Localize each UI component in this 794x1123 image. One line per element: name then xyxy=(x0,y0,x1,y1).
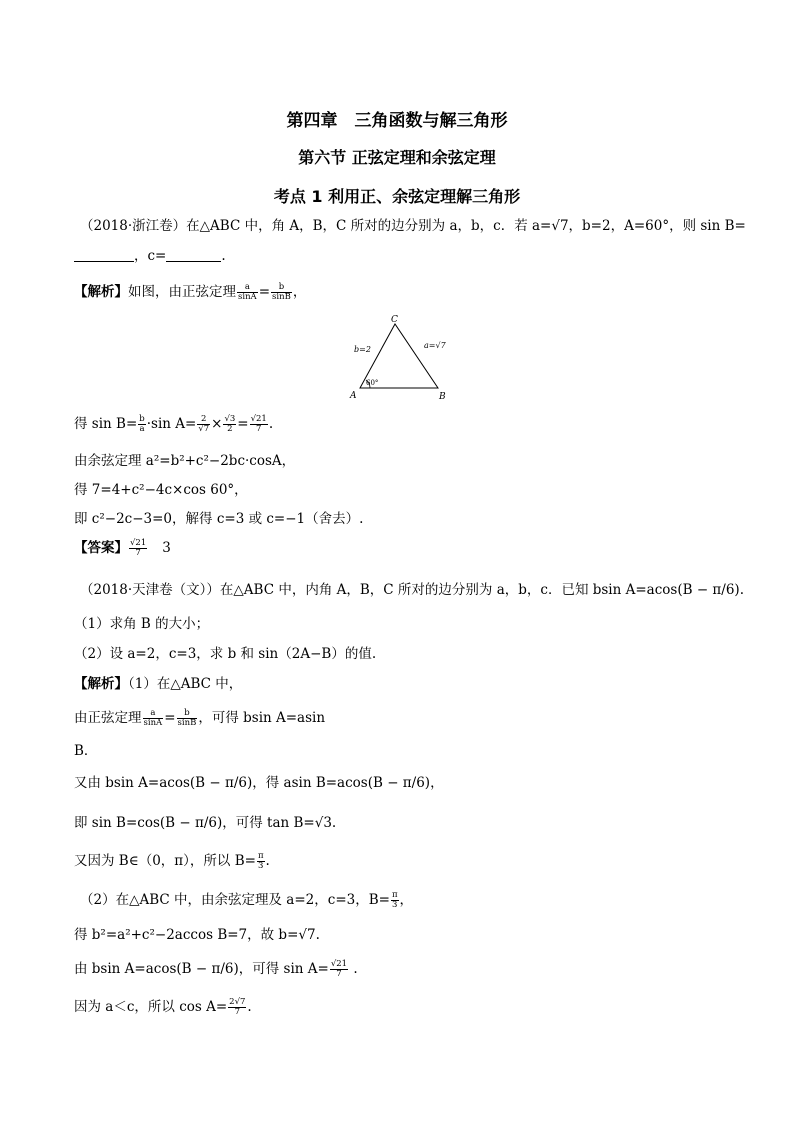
problem1-step4: 即 c²−2c−3=0，解得 c=3 或 c=−1（舍去）. xyxy=(74,511,364,527)
problem1-step2: 由余弦定理 a²=b²+c²−2bc·cosA， xyxy=(74,453,296,469)
problem2-statement: （2018·天津卷（文））在△ABC 中，内角 A，B，C 所对的边分别为 a，b，c．已知 bsin A=acos(B − π/6). xyxy=(80,582,744,598)
problem2-sine-law: 由正弦定理 $\frac{a}{\sin A}$ = $\frac{b}{\sin B}$ ，可得 bsin A=asin xyxy=(74,708,326,728)
topic-title: 考点 1 利用正、余弦定理解三角形 xyxy=(273,187,521,206)
fraction: $\frac{a}{\sin A}$ xyxy=(238,282,257,302)
answer-blank-2[interactable] xyxy=(166,247,221,262)
vertex-b-label: B xyxy=(439,392,446,402)
problem2-line-b: B． xyxy=(74,743,98,759)
problem1-statement: （2018·浙江卷）在△ABC 中，角 A，B，C 所对的边分别为 a，b，c．若 a=√7，b=2，A=60°，则 sin B= xyxy=(80,218,746,234)
answer-blank-1[interactable] xyxy=(74,247,134,262)
problem2-part2-step3: 由 bsin A=acos(B − π/6)，可得 sin A= $\frac{√21}{7}$ . xyxy=(74,959,358,979)
section-title: 第六节 正弦定理和余弦定理 xyxy=(298,148,496,167)
problem2-analysis-intro: 【解析】（1）在△ABC 中， xyxy=(74,676,243,692)
problem1-step1: 得 sin B= $\frac{b}{a}$ ·sin A= $\frac{2}{√7}$ × $\frac{√3}{2}$ = $\frac{√21}{7}$ . xyxy=(74,414,274,434)
problem1-blanks: ，c= . xyxy=(74,246,226,266)
problem1-answer: 【答案】 $\frac{√21}{7}$ 3 xyxy=(74,538,171,558)
problem2-part2-step2: 得 b²=a²+c²−2accos B=7，故 b=√7. xyxy=(74,927,320,943)
problem2-step4: 又因为 B∈（0，π），所以 B= $\frac{\pi}{3}$ . xyxy=(74,851,270,871)
vertex-c-label: C xyxy=(391,315,398,325)
triangle-figure xyxy=(340,312,460,407)
problem2-step2: 又由 bsin A=acos(B − π/6)，得 asin B=acos(B − π/6)， xyxy=(74,775,444,791)
vertex-a-label: A xyxy=(350,391,357,401)
side-b-label: b=2 xyxy=(354,345,371,354)
angle-label: 60° xyxy=(366,379,379,387)
problem1-analysis-intro: 【解析】如图，由正弦定理 $\frac{a}{\sin A}$ = $\frac{b}{\sin B}$ ， xyxy=(74,282,307,302)
fraction: $\frac{b}{\sin B}$ xyxy=(272,282,291,302)
side-a-label: a=√7 xyxy=(424,341,446,350)
problem2-part2-step4: 因为 a＜c，所以 cos A= $\frac{2√7}{7}$ . xyxy=(74,997,252,1017)
problem2-question1: （1）求角 B 的大小； xyxy=(74,616,210,632)
problem2-step3: 即 sin B=cos(B − π/6)，可得 tan B=√3. xyxy=(74,815,337,831)
problem2-part2-intro: （2）在△ABC 中，由余弦定理及 a=2，c=3，B= $\frac{\pi}{3}$ ， xyxy=(80,890,414,910)
chapter-title: 第四章 三角函数与解三角形 xyxy=(286,111,508,131)
problem1-step3: 得 7=4+c²−4c×cos 60°， xyxy=(74,482,248,498)
problem2-question2: （2）设 a=2，c=3，求 b 和 sin（2A−B）的值. xyxy=(74,646,377,662)
